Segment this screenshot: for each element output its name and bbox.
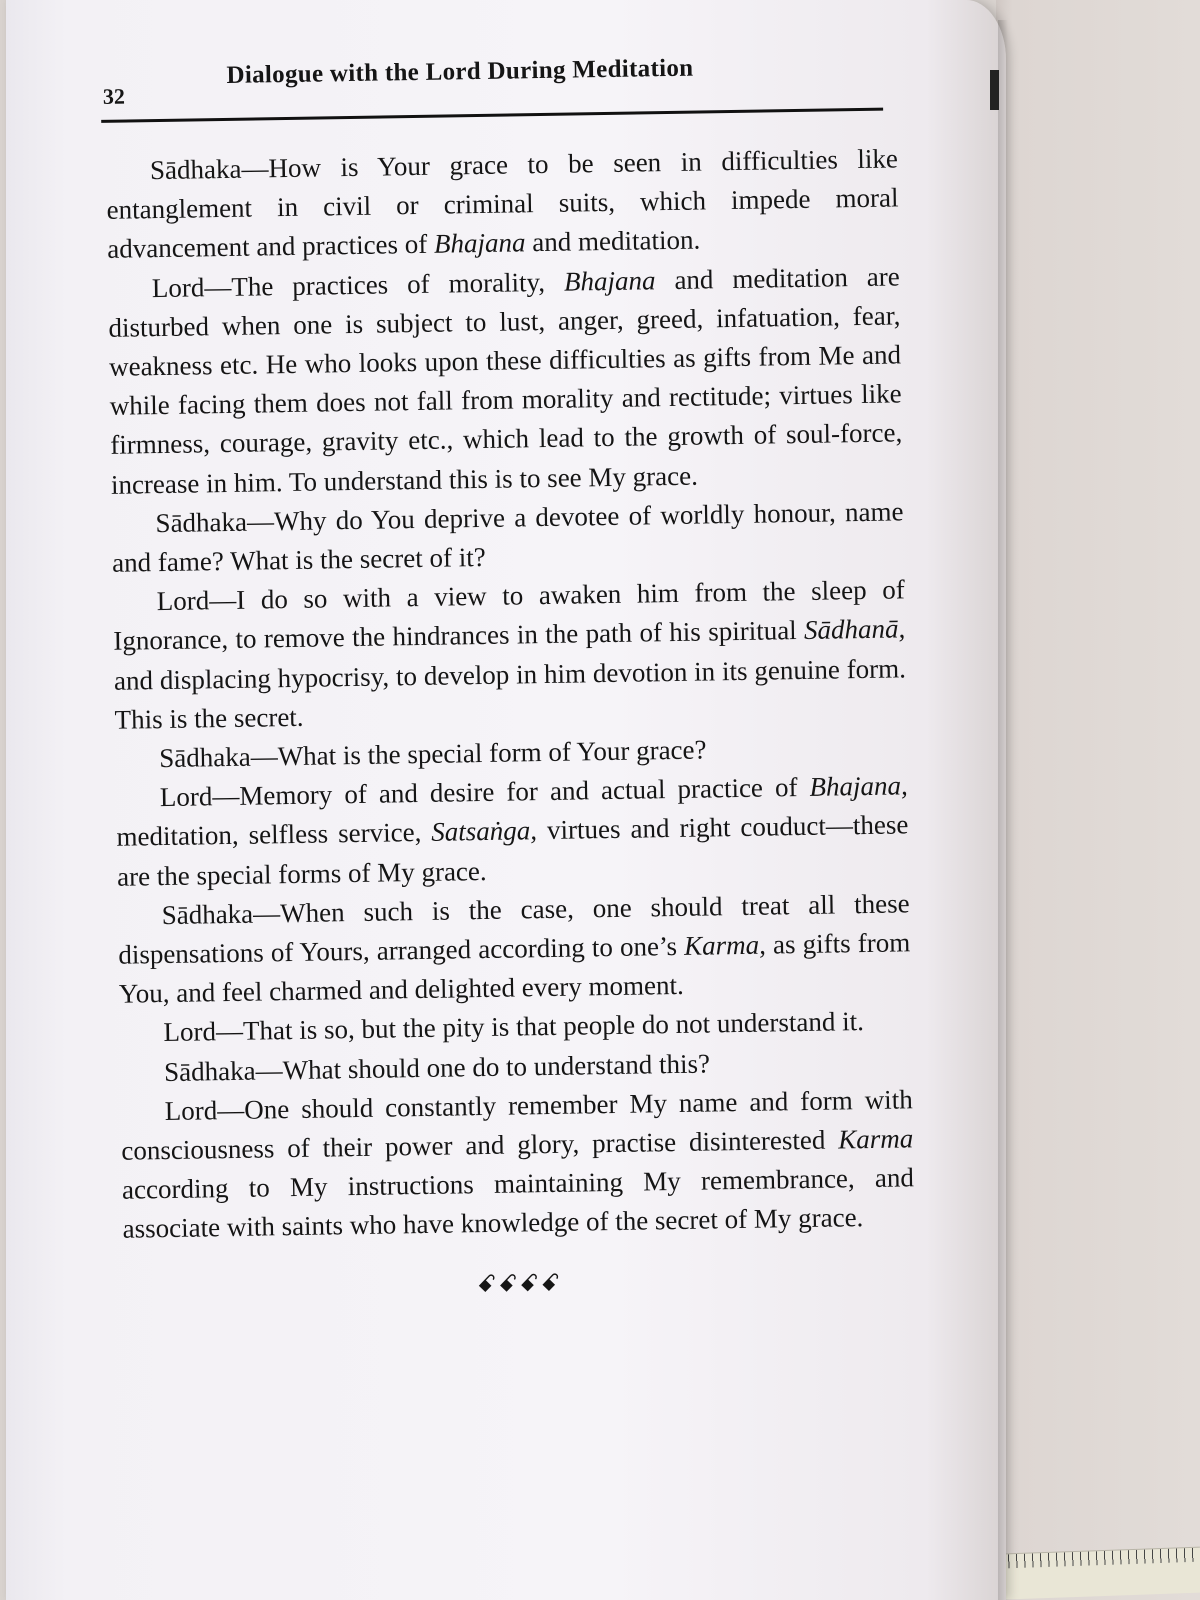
paragraph-sadhaka-3: Sādhaka—What is the special form of Your grace? xyxy=(158,734,707,774)
page-tab-mark xyxy=(990,70,999,110)
facing-page xyxy=(996,0,1200,1600)
paragraph-sadhaka-1: Sādhaka—How is Your grace to be seen in difficulties like entanglement in civil or criminal suits, which impede moral advancement and practices of Bhajana and meditation. xyxy=(106,143,899,265)
paragraph-lord-5: Lord—One should constantly remember My name and form with consciousness of their power and glory, practise disinterested Karma according to My instructions maintaining My remembrance, and associate with saints who have knowledge of the secret of My grace. xyxy=(121,1084,915,1245)
italic-term: Bhajana, xyxy=(809,770,908,803)
header-rule xyxy=(101,108,883,123)
paragraph-lord-1: Lord—The practices of morality, Bhajana and meditation are disturbed when one is subject to lust, anger, greed, infatuation, fear, weakness etc. He who looks upon these difficulties as gifts from Me and while facing them does not fall from morality and rectitude; virtues like firmness, courage, gravity etc., which lead to the growth of soul-force, increase in him. To understand this is to see My grace. xyxy=(108,261,903,500)
paragraph-sadhaka-5: Sādhaka—What should one do to understand this? xyxy=(163,1048,711,1087)
page-header xyxy=(96,31,897,109)
paragraph-sadhaka-4: Sādhaka—When such is the case, one should treat all these dispensations of Yours, arranged according to one’s Karma, as gifts from You, and feel charmed and delighted every moment. xyxy=(118,888,911,1010)
paragraph-lord-3: Lord—Memory of and desire for and actual practice of Bhajana, meditation, selfless service, Satsaṅga, virtues and right couduct—these are the special forms of My grace. xyxy=(116,770,909,892)
italic-term: Bhajana xyxy=(563,264,656,297)
page-content xyxy=(96,31,916,1310)
italic-term: Karma xyxy=(838,1123,914,1155)
paragraph-lord-4: Lord—That is so, but the pity is that people do not understand it. xyxy=(163,1006,865,1048)
page-edge-shadow xyxy=(998,20,1008,1600)
end-ornament: ꗃꗃꗃꗃ xyxy=(476,1270,563,1298)
running-title: Dialogue with the Lord During Meditation xyxy=(226,54,694,89)
paragraph-sadhaka-2: Sādhaka—Why do You deprive a devotee of worldly honour, name and fame? What is the secret of it? xyxy=(111,496,904,578)
italic-term: Satsaṅga, xyxy=(431,815,538,848)
dialogue-body xyxy=(98,139,916,1310)
paragraph-lord-2: Lord—I do so with a view to awaken him from the sleep of Ignorance, to remove the hindrances in the path of his spiritual Sādhanā, and displacing hypocrisy, to develop in him devotion in its genuine form. This is the secret. xyxy=(113,574,907,735)
italic-term: Karma, xyxy=(683,929,767,961)
italic-term: Sādhanā, xyxy=(803,613,906,646)
page-number: 32 xyxy=(102,83,126,109)
italic-term: Bhajana xyxy=(433,227,526,260)
